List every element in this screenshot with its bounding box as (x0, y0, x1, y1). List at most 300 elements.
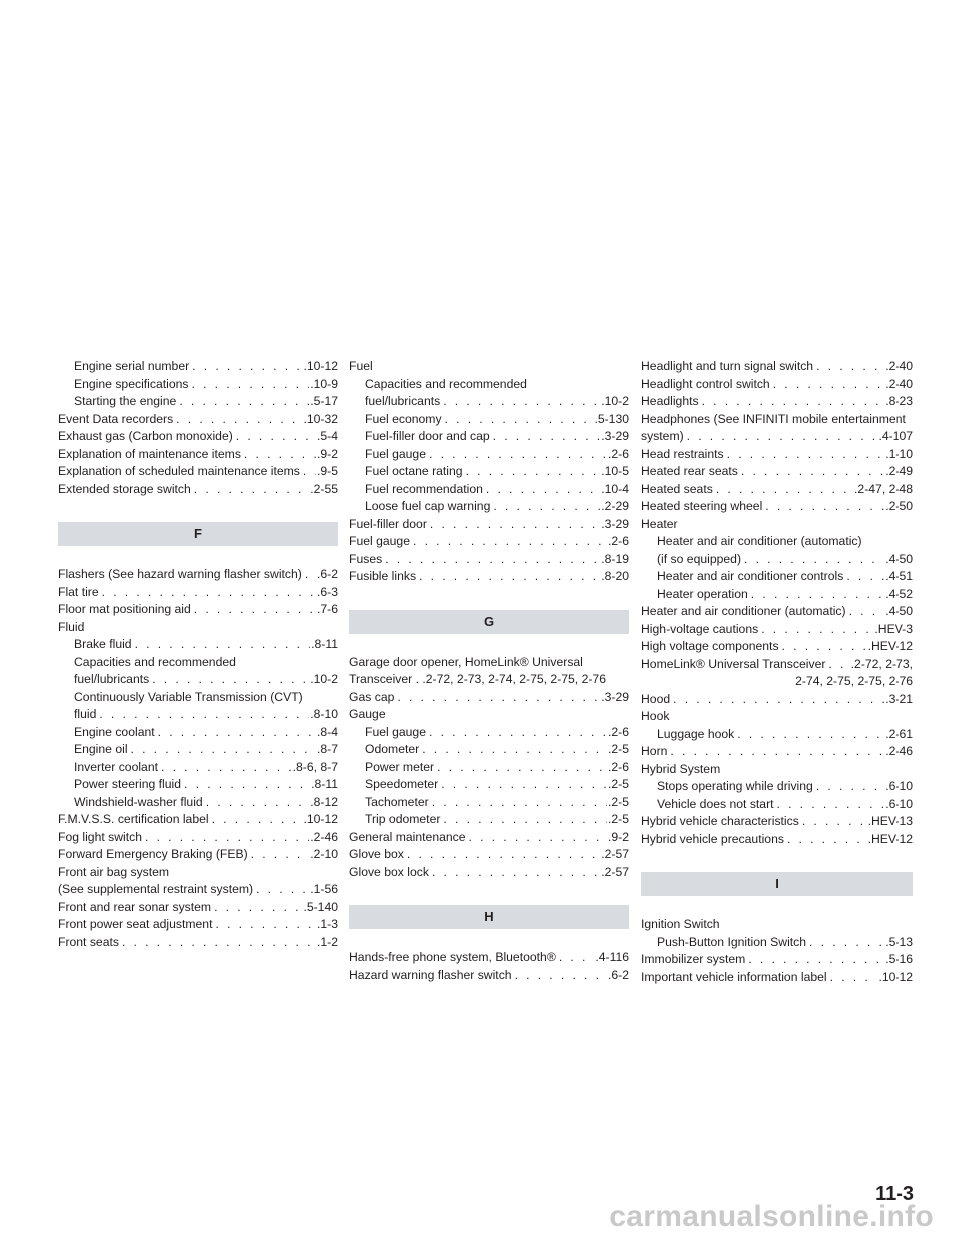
index-entry (58, 481, 338, 499)
index-entry (641, 743, 913, 761)
index-heading-line: Fluid (58, 619, 85, 634)
entry-page-ref: .8-11 (311, 777, 338, 791)
entry-page-ref: .8-11 (311, 637, 338, 651)
dot-leader (429, 794, 607, 812)
index-entry (58, 601, 338, 619)
index-heading-line: Transceiver . .2-72, 2-73, 2-74, 2-75, 2-75, 2-76 (349, 672, 606, 686)
entry-label: Explanation of maintenance items (58, 446, 241, 461)
entry-label: (See supplemental restraint system) (58, 882, 254, 896)
dot-leader (173, 411, 302, 429)
dot-leader (825, 656, 849, 674)
entry-page-ref: .8-19 (601, 551, 629, 566)
dot-leader (440, 811, 607, 829)
dot-leader (813, 778, 884, 796)
dot-leader (209, 811, 303, 829)
entry-label: Fuel recommendation (365, 481, 483, 496)
entry-label: Flashers (See hazard warning flasher switch) (58, 567, 302, 581)
dot-leader (813, 358, 884, 376)
entry-page-ref: .9-5 (316, 464, 338, 478)
dot-leader (404, 846, 600, 864)
index-subentry (349, 481, 629, 499)
entry-page-ref: .4-52 (885, 586, 913, 601)
entry-page-ref: .6-2 (607, 967, 629, 982)
entry-page-ref: .9-2 (607, 829, 629, 844)
entry-page-ref: .1-2 (316, 934, 338, 949)
index-entry (58, 566, 338, 584)
dot-leader (440, 393, 600, 411)
entry-label: Glove box (349, 847, 404, 861)
index-entry (349, 689, 629, 707)
entry-page-ref: .2-5 (607, 812, 629, 826)
index-entry (641, 969, 913, 987)
dot-leader (419, 741, 607, 759)
entry-label: Loose fuel cap warning (365, 499, 491, 513)
index-entry (58, 428, 338, 446)
entry-label: Trip odometer (365, 812, 441, 826)
index-heading-line: Ignition Switch (641, 917, 720, 931)
entry-label: Tachometer (365, 794, 429, 809)
entry-label: Fuel gauge (365, 724, 426, 739)
dot-leader (302, 566, 316, 584)
index-entry (58, 846, 338, 864)
entry-label: Vehicle does not start (657, 796, 774, 811)
dot-leader (434, 759, 607, 777)
index-subentry (349, 463, 629, 481)
entry-label: Event Data recorders (58, 411, 174, 426)
section-letter-header: F (58, 522, 338, 546)
entry-page-ref: .8-10 (310, 707, 338, 721)
index-entry (349, 551, 629, 569)
index-entry (641, 951, 913, 969)
index-entry (641, 656, 913, 674)
dot-leader (426, 446, 607, 464)
entry-label: Flat tire (58, 584, 99, 599)
dot-leader (490, 428, 601, 446)
entry-label: Front and rear sonar system (58, 899, 212, 914)
entry-page-ref: .1-56 (310, 882, 338, 896)
entry-label: Heated steering wheel (641, 499, 763, 513)
index-entry (349, 846, 629, 864)
entry-label: HomeLink® Universal Transceiver (641, 656, 826, 671)
index-subentry (349, 498, 629, 516)
entry-page-ref: .8-4 (316, 724, 338, 739)
index-entry (641, 498, 913, 516)
dot-leader (699, 393, 885, 411)
index-entry (58, 811, 338, 829)
entry-page-ref: .4-51 (885, 569, 913, 583)
index-entry (641, 463, 913, 481)
entry-page-ref: .10-4 (601, 481, 629, 496)
section-letter-header: H (349, 905, 629, 929)
entry-page-ref: .HEV-12 (867, 639, 913, 653)
dot-leader (410, 533, 607, 551)
index-entry (641, 376, 913, 394)
index-entry (641, 691, 913, 709)
index-subentry (58, 741, 338, 759)
entry-page-ref: .7-6 (316, 602, 338, 616)
entry-page-ref: .5-16 (885, 952, 913, 966)
dot-leader (463, 463, 601, 481)
index-entry (58, 463, 338, 481)
entry-page-ref: .2-5 (607, 777, 629, 791)
index-subentry (641, 726, 913, 744)
page-number: 11-3 (875, 1183, 914, 1205)
entry-page-ref: .8-23 (885, 394, 913, 408)
entry-label: Horn (641, 744, 668, 758)
entry-label: Hybrid vehicle precautions (641, 831, 784, 846)
entry-page-ref: .8-6, 8-7 (292, 759, 338, 774)
entry-page-ref: .5-4 (316, 429, 338, 443)
entry-page-ref: .2-5 (607, 794, 629, 809)
index-heading-line: Heater (641, 516, 678, 531)
index-heading-line: Hybrid System (641, 761, 721, 776)
entry-page-ref: .2-10 (310, 847, 338, 861)
index-entry (641, 603, 913, 621)
entry-page-ref: .4-107 (878, 429, 913, 443)
index-subentry (58, 393, 338, 411)
entry-label: Heater and air conditioner (automatic) (641, 604, 846, 618)
entry-page-ref: .6-10 (885, 796, 913, 811)
index-subentry (349, 428, 629, 446)
entry-label: Fuel octane rating (365, 464, 463, 478)
entry-page-ref: .4-50 (885, 551, 913, 566)
entry-page-ref: .10-2 (601, 394, 629, 408)
entry-label: system) (641, 429, 684, 443)
section-letter-header: G (349, 610, 629, 634)
entry-label: Headlight and turn signal switch (641, 359, 814, 373)
index-subentry (349, 411, 629, 429)
dot-leader (774, 796, 885, 814)
entry-label: Head restraints (641, 446, 724, 461)
entry-page-ref: .2-50 (885, 499, 913, 513)
index-subentry (58, 636, 338, 654)
entry-label: Inverter coolant (74, 759, 159, 774)
entry-page-ref: .2-57 (601, 864, 629, 879)
entry-page-ref: .5-17 (310, 394, 338, 408)
dot-leader (779, 638, 867, 656)
entry-label: Windshield-washer fluid (74, 794, 203, 809)
dot-leader (155, 724, 316, 742)
index-subentry (349, 393, 629, 411)
index-entry (58, 584, 338, 602)
entry-continuation: 2-74, 2-75, 2-75, 2-76 (795, 674, 913, 688)
entry-label: Fuel gauge (349, 534, 410, 548)
dot-leader (212, 916, 316, 934)
index-subentry (58, 706, 338, 724)
entry-label: Stops operating while driving (657, 779, 813, 793)
entry-page-ref: .2-47, 2-48 (854, 481, 913, 496)
dot-leader (758, 621, 873, 639)
index-column-2 (349, 358, 629, 984)
index-subentry (349, 741, 629, 759)
dot-leader (784, 831, 867, 849)
dot-leader (189, 376, 310, 394)
dot-leader (827, 969, 878, 987)
section-letter-header: I (641, 872, 913, 896)
entry-page-ref: .10-12 (303, 359, 338, 373)
entry-page-ref: .4-50 (885, 604, 913, 618)
dot-leader (762, 498, 884, 516)
dot-leader (483, 481, 600, 499)
dot-leader (416, 568, 600, 586)
entry-label: Heater and air conditioner controls (657, 569, 844, 583)
index-subentry (58, 358, 338, 376)
entry-label: High-voltage cautions (641, 621, 759, 636)
entry-page-ref: .HEV-3 (874, 621, 913, 636)
entry-label: Heated rear seats (641, 464, 738, 478)
entry-page-ref: .1-3 (316, 917, 338, 931)
index-subentry (58, 794, 338, 812)
entry-page-ref: .2-40 (885, 359, 913, 373)
index-entry (641, 621, 913, 639)
index-subentry (641, 551, 913, 569)
entry-label: Hybrid vehicle characteristics (641, 814, 799, 828)
index-subheading-line: Continuously Variable Transmission (CVT) (74, 689, 303, 704)
dot-leader (846, 603, 885, 621)
entry-label: Glove box lock (349, 864, 429, 879)
watermark-text: carmanualsonline.info (609, 1200, 934, 1233)
entry-label: Headlights (641, 394, 699, 408)
dot-leader (158, 759, 292, 777)
dot-leader (490, 498, 600, 516)
index-heading-line: Headphones (See INFINITI mobile entertainment (641, 411, 906, 426)
index-entry (58, 899, 338, 917)
entry-label: Front power seat adjustment (58, 917, 213, 931)
dot-leader (734, 726, 884, 744)
dot-leader (466, 829, 607, 847)
index-subentry (349, 811, 629, 829)
dot-leader (132, 636, 311, 654)
entry-page-ref: .2-61 (885, 726, 913, 741)
entry-page-ref: .10-9 (310, 376, 338, 391)
entry-label: Brake fluid (74, 637, 132, 651)
dot-leader (843, 568, 884, 586)
entry-page-ref: .8-7 (316, 742, 338, 756)
index-entry (641, 831, 913, 849)
entry-page-ref: .HEV-12 (867, 831, 913, 846)
entry-page-ref: .3-21 (885, 691, 913, 706)
index-heading-line: Front air bag system (58, 864, 170, 879)
index-subentry (349, 759, 629, 777)
entry-page-ref: .3-29 (601, 516, 629, 531)
entry-page-ref: .10-2 (310, 672, 338, 686)
dot-leader (426, 724, 607, 742)
entry-label: Headlight control switch (641, 376, 770, 391)
entry-label: Speedometer (365, 777, 439, 791)
entry-label: Power meter (365, 759, 435, 774)
entry-page-ref: .2-46 (310, 829, 338, 844)
entry-page-ref: .2-57 (601, 847, 629, 861)
dot-leader (382, 551, 600, 569)
index-entry (349, 864, 629, 882)
dot-leader (738, 463, 884, 481)
index-heading-line: Garage door opener, HomeLink® Universal (349, 654, 583, 669)
index-entry (349, 516, 629, 534)
index-entry (58, 934, 338, 952)
index-subentry (58, 759, 338, 777)
entry-page-ref: .6-10 (885, 779, 913, 793)
dot-leader (438, 776, 607, 794)
index-subentry (349, 724, 629, 742)
entry-label: Fusible links (349, 569, 417, 583)
entry-label: F.M.V.S.S. certification label (58, 812, 209, 826)
index-entry (58, 411, 338, 429)
dot-leader (96, 706, 309, 724)
dot-leader (745, 951, 884, 969)
index-subentry (58, 724, 338, 742)
index-subentry (641, 934, 913, 952)
entry-page-ref: .2-29 (601, 499, 629, 513)
entry-label: Immobilizer system (641, 952, 746, 966)
entry-label: fuel/lubricants (74, 672, 150, 686)
entry-label: Gas cap (349, 689, 395, 704)
entry-label: Forward Emergency Braking (FEB) (58, 847, 248, 861)
entry-page-ref: .2-49 (885, 464, 913, 478)
entry-label: Hood (641, 691, 671, 706)
entry-label: Fuel economy (365, 411, 442, 426)
entry-label: Important vehicle information label (641, 969, 827, 984)
entry-page-ref: .2-72, 2-73, (850, 656, 913, 671)
dot-leader (799, 813, 867, 831)
entry-page-ref: .10-5 (601, 464, 629, 478)
index-subentry (58, 376, 338, 394)
index-subentry (349, 776, 629, 794)
index-entry (641, 446, 913, 464)
dot-leader (713, 481, 853, 499)
dot-leader (211, 899, 302, 917)
entry-page-ref: .8-20 (601, 569, 629, 583)
index-subentry (58, 776, 338, 794)
entry-page-ref: .10-12 (303, 812, 338, 826)
dot-leader (394, 689, 600, 707)
index-entry (58, 916, 338, 934)
entry-page-ref: .9-2 (316, 446, 338, 461)
entry-label: Front seats (58, 934, 119, 949)
dot-leader (300, 463, 316, 481)
entry-page-ref: .5-13 (885, 934, 913, 949)
entry-page-ref: .3-29 (601, 429, 629, 443)
index-entry (349, 568, 629, 586)
entry-label: Fuel-filler door and cap (365, 429, 490, 443)
entry-label: Hazard warning flasher switch (349, 967, 512, 982)
entry-label: Engine coolant (74, 724, 155, 739)
entry-label: Power steering fluid (74, 777, 182, 791)
index-subheading-line: Capacities and recommended (365, 376, 527, 391)
dot-leader (512, 967, 607, 985)
index-entry (58, 881, 338, 899)
entry-label: Starting the engine (74, 394, 177, 408)
entry-label: Luggage hook (657, 726, 735, 741)
index-entry (641, 638, 913, 656)
dot-leader (806, 934, 884, 952)
entry-label: Heater operation (657, 586, 748, 601)
dot-leader (442, 411, 594, 429)
entry-page-ref: .6-2 (316, 567, 338, 581)
entry-page-ref: .4-116 (595, 950, 629, 964)
entry-page-ref: .10-12 (878, 969, 913, 984)
index-entry (349, 949, 629, 967)
entry-label: Floor mat positioning aid (58, 602, 191, 616)
entry-page-ref: .5-130 (594, 411, 629, 426)
index-subheading-line: Capacities and recommended (74, 654, 236, 669)
entry-page-ref: .1-10 (885, 446, 913, 461)
entry-label: Fuel gauge (365, 446, 426, 461)
entry-page-ref: .10-32 (303, 411, 338, 426)
entry-page-ref: .2-46 (885, 744, 913, 758)
dot-leader (253, 881, 309, 899)
dot-leader (684, 428, 878, 446)
index-subentry (641, 778, 913, 796)
entry-page-ref: .2-55 (310, 481, 338, 496)
index-heading-line: Fuel (349, 359, 373, 373)
entry-page-ref: .2-6 (607, 446, 629, 461)
dot-leader (191, 601, 316, 619)
index-entry (641, 358, 913, 376)
entry-page-ref: .6-3 (316, 584, 338, 599)
entry-label: Engine oil (74, 742, 128, 756)
entry-label: Fuses (349, 551, 383, 566)
dot-leader (203, 794, 310, 812)
entry-label: Engine serial number (74, 359, 190, 373)
index-subentry (58, 671, 338, 689)
dot-leader (248, 846, 310, 864)
index-entry (349, 967, 629, 985)
entry-label: Exhaust gas (Carbon monoxide) (58, 429, 233, 443)
dot-leader (670, 691, 884, 709)
entry-label: (if so equipped) (657, 551, 742, 566)
entry-page-ref: .3-29 (601, 689, 629, 704)
index-entry (349, 533, 629, 551)
dot-leader (427, 516, 600, 534)
entry-label: Push-Button Ignition Switch (657, 934, 807, 949)
entry-page-ref: .2-40 (885, 376, 913, 391)
index-subentry (641, 796, 913, 814)
dot-leader (99, 584, 316, 602)
entry-label: Explanation of scheduled maintenance items (58, 464, 300, 478)
dot-leader (191, 481, 309, 499)
entry-label: General maintenance (349, 829, 466, 844)
index-subentry (349, 446, 629, 464)
dot-leader (128, 741, 316, 759)
index-entry (58, 829, 338, 847)
entry-label: Heated seats (641, 481, 713, 496)
index-subheading-line: Heater and air conditioner (automatic) (657, 534, 862, 548)
index-entry (641, 813, 913, 831)
dot-leader (119, 934, 316, 952)
index-subentry (641, 568, 913, 586)
entry-page-ref: .2-6 (607, 759, 629, 774)
entry-label: Fuel-filler door (349, 516, 427, 531)
index-column-1 (58, 358, 338, 951)
dot-leader (724, 446, 885, 464)
dot-leader (142, 829, 309, 847)
entry-label: Extended storage switch (58, 481, 191, 496)
index-entry (349, 829, 629, 847)
dot-leader (748, 586, 884, 604)
dot-leader (233, 428, 316, 446)
entry-label: High voltage components (641, 639, 779, 653)
dot-leader (429, 864, 600, 882)
index-subentry (349, 794, 629, 812)
entry-page-ref: .2-6 (607, 724, 629, 739)
dot-leader (667, 743, 884, 761)
index-entry (641, 481, 913, 499)
dot-leader (241, 446, 316, 464)
index-heading-line: Hook (641, 709, 670, 723)
entry-page-ref: .2-5 (607, 742, 629, 756)
index-entry (641, 393, 913, 411)
dot-leader (176, 393, 309, 411)
